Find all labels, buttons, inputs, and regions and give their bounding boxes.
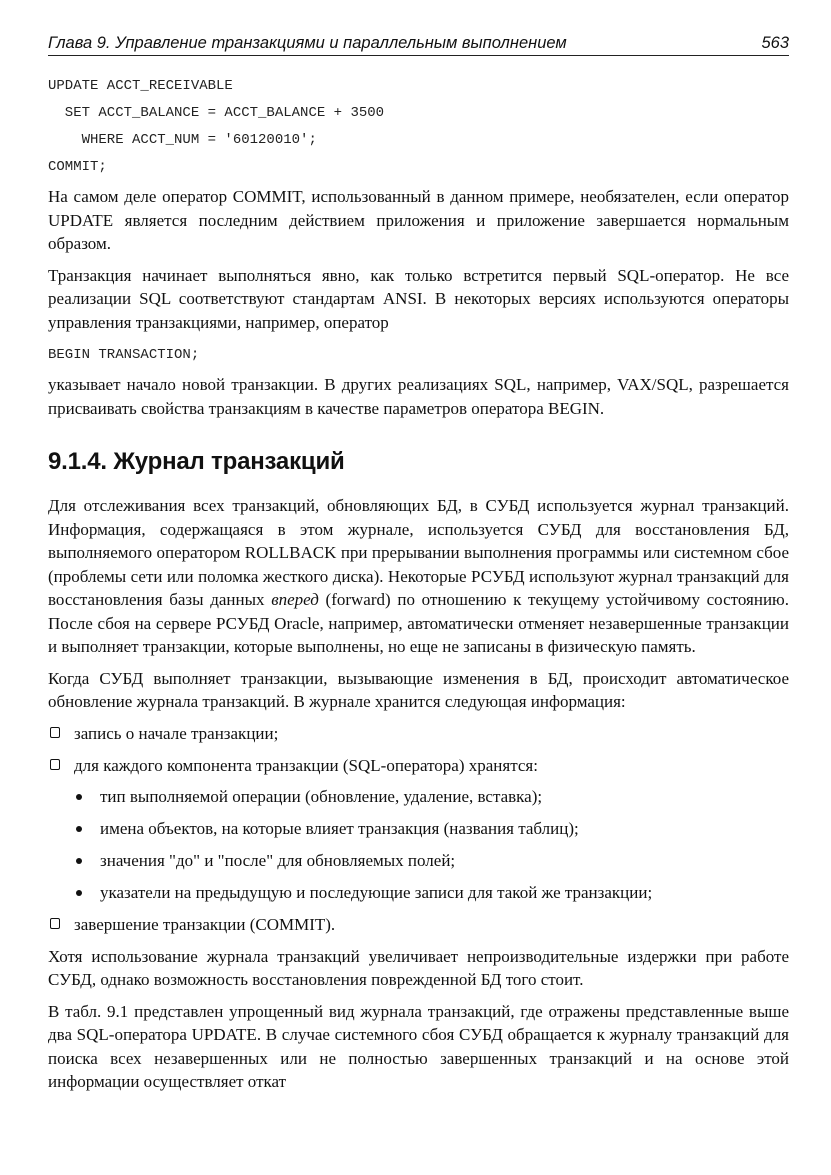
- sub-list-item: [48, 817, 789, 840]
- list-item-text: завершение транзакции (COMMIT).: [74, 914, 336, 934]
- chapter-title: Глава 9. Управление транзакциями и параллельным выполнением: [48, 34, 567, 52]
- paragraph-begin-note: указывает начало новой транзакции. В других реализациях SQL, например, VAX/SQL, разрешается присваивать свойства транзакциям в качестве параметров оператора BEGIN.: [48, 375, 789, 418]
- code-line: UPDATE ACCT_RECEIVABLE: [48, 78, 233, 94]
- running-header: [48, 34, 789, 56]
- section-heading: 9.1.4. Журнал транзакций: [48, 448, 345, 475]
- code-line: SET ACCT_BALANCE = ACCT_BALANCE + 3500: [48, 105, 385, 121]
- sub-list-item: [48, 881, 789, 904]
- paragraph-overhead: Хотя использование журнала транзакций увеличивает непроизводительные издержки при работе СУБД, однако возможность восстановления поврежденной БД того стоит.: [48, 946, 789, 989]
- sub-list-item: [48, 849, 789, 872]
- code-line: COMMIT;: [48, 159, 107, 175]
- sub-list-item-text: имена объектов, на которые влияет транзакция (названия таблиц);: [100, 818, 579, 838]
- paragraph-journal-purpose: [48, 494, 789, 659]
- list-item: [48, 722, 789, 745]
- list-item-text: запись о начале транзакции;: [74, 723, 279, 743]
- paragraph-journal-update: Когда СУБД выполняет транзакции, вызывающие изменения в БД, происходит автоматическое обновление журнала транзакций. В журнале хранится следующая информация:: [48, 668, 789, 711]
- square-bullet-icon: [50, 918, 60, 929]
- page-number: 563: [761, 34, 789, 52]
- code-begin-transaction: BEGIN TRANSACTION;: [48, 347, 200, 363]
- dot-bullet-icon: [76, 890, 82, 896]
- sub-list-item: [48, 785, 789, 808]
- list-item: [48, 913, 789, 936]
- code-block-update: [48, 73, 789, 181]
- component-details-list: [74, 785, 789, 904]
- paragraph-commit-note: На самом деле оператор COMMIT, использованный в данном примере, необязателен, если оператор UPDATE является последним действием приложения и приложение завершается нормальным образом.: [48, 187, 789, 253]
- text-fragment: (forward) по отношению к текущему устойчивому состоянию. После сбоя на сервере РСУБД Oracle, например, автоматически отменяет незавершенные транзакции и выполняет транзакции, которые выполнены, но еще не записаны в физическую память.: [48, 590, 789, 656]
- paragraph-table-reference: В табл. 9.1 представлен упрощенный вид журнала транзакций, где отражены представленные выше два SQL-оператора UPDATE. В случае системного сбоя СУБД обращается к журналу транзакций для поиска всех незавершенных или не полностью завершенных транзакций и на основе этой информации осуществляет откат: [48, 1001, 789, 1091]
- sub-list-item-text: значения "до" и "после" для обновляемых полей;: [100, 850, 456, 870]
- list-item: [48, 754, 789, 904]
- square-bullet-icon: [50, 759, 60, 770]
- sub-list-item-text: указатели на предыдущую и последующие записи для такой же транзакции;: [100, 882, 653, 902]
- journal-contents-list: [48, 722, 789, 936]
- paragraph-transaction-start: Транзакция начинает выполняться явно, как только встретится первый SQL-оператор. Не все реализации SQL соответствуют стандартам ANSI. В некоторых версиях используются операторы управления транзакциями, например, оператор: [48, 265, 789, 332]
- dot-bullet-icon: [76, 794, 82, 800]
- code-line: WHERE ACCT_NUM = '60120010';: [48, 132, 317, 148]
- list-item-text: для каждого компонента транзакции (SQL-оператора) хранятся:: [74, 755, 538, 775]
- emphasis-text: вперед: [271, 590, 319, 609]
- sub-list-item-text: тип выполняемой операции (обновление, удаление, вставка);: [100, 786, 543, 806]
- book-page: [48, 34, 789, 1102]
- text-fragment: Для отслеживания всех транзакций, обновляющих БД, в СУБД используется журнал транзакций. Информация, содержащаяся в этом журнале, используется СУБД для восстановления БД, выполняемого оператором ROLLBACK при прерывании выполнения программы или системном сбое (проблемы сети или поломка жесткого диска). Некоторые РСУБД используют журнал транзакций для восстановления базы данных: [48, 496, 789, 609]
- dot-bullet-icon: [76, 826, 82, 832]
- dot-bullet-icon: [76, 858, 82, 864]
- square-bullet-icon: [50, 727, 60, 738]
